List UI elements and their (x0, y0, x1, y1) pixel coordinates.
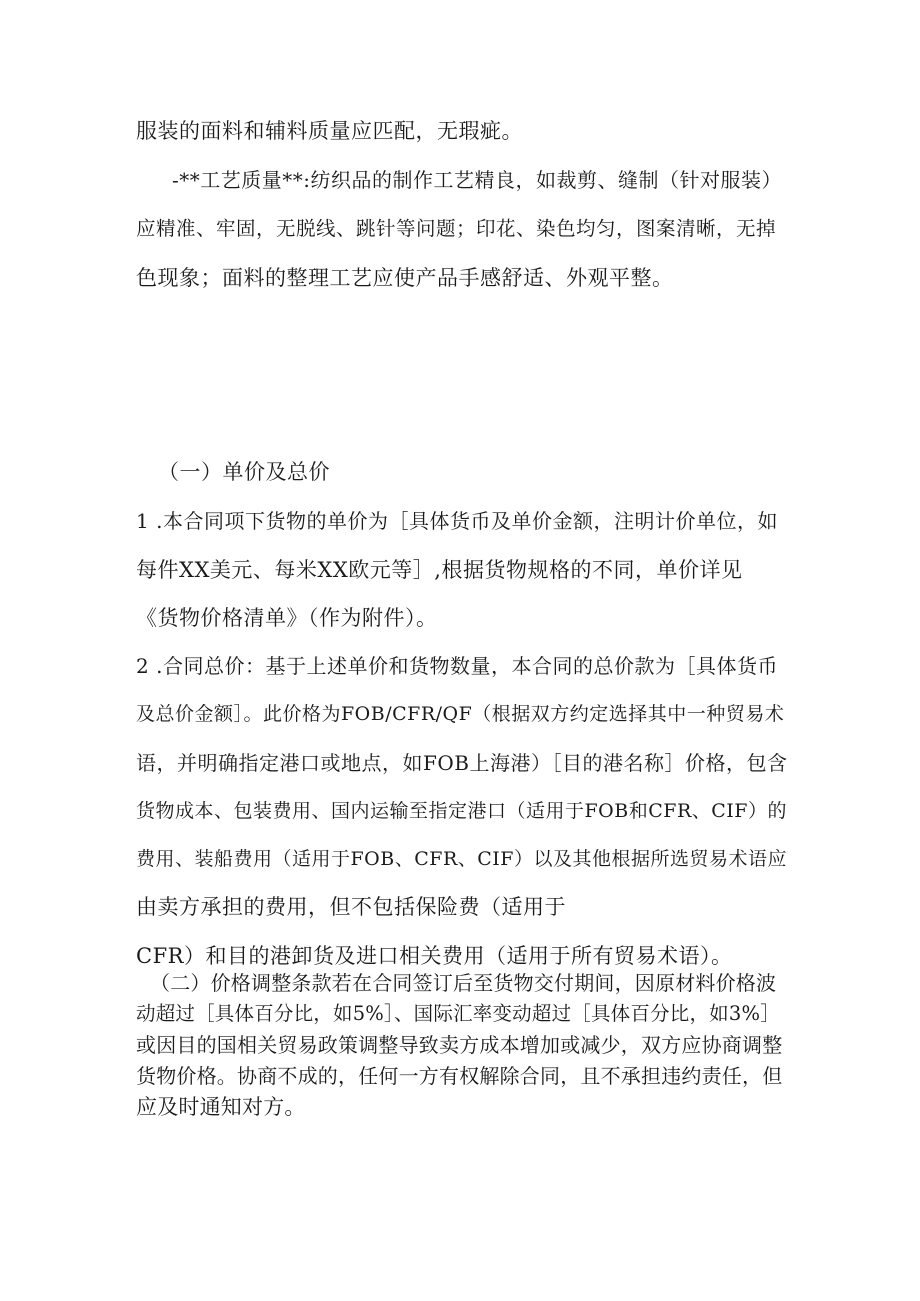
quality-line-2: -**工艺质量**:纺织品的制作工艺精良，如裁剪、缝制（针对服装） (172, 168, 782, 192)
item1-line-3: 《货物价格清单》（作为附件）。 (136, 606, 438, 630)
quality-line-3: 应精准、牢固，无脱线、跳针等问题；印花、染色均匀，图案清晰，无掉 (136, 217, 777, 240)
item2-line-6: 由卖方承担的费用，但不包括保险费（适用于 (136, 895, 566, 919)
item2-line-3: 语，并明确指定港口或地点，如FOB上海港）［目的港名称］价格，包含 (136, 751, 788, 775)
item2-line-1: 2 .合同总价：基于上述单价和货物数量，本合同的总价款为［具体货币 (136, 654, 778, 678)
item2-line-5: 费用、装船费用（适用于FOB、CFR、CIF）以及其他根据所选贸易术语应 (136, 848, 787, 870)
price-heading: （一）单价及总价 (158, 460, 330, 484)
quality-line-4: 色现象；面料的整理工艺应使产品手感舒适、外观平整。 (136, 266, 674, 290)
item2-line-4: 货物成本、包装费用、国内运输至指定港口（适用于FOB和CFR、CIF）的 (136, 800, 787, 822)
item2-line-2: 及总价金额］。此价格为FOB/CFR/QF（根据双方约定选择其中一种贸易术 (136, 703, 785, 725)
item1-line-1: 1 .本合同项下货物的单价为［具体货币及单价金额，注明计价单位，如 (136, 509, 778, 533)
adjust-line-2: 动超过［具体百分比，如5%］、国际汇率变动超过［具体百分比，如3%］ (136, 1002, 780, 1025)
adjust-line-4: 货物价格。协商不成的，任何一方有权解除合同，且不承担违约责任，但 (136, 1064, 783, 1088)
adjust-line-1: （二）价格调整条款若在合同签订后至货物交付期间，因原材料价格波 (150, 971, 777, 995)
item2-line-7: CFR）和目的港卸货及进口相关费用（适用于所有贸易术语）。 (136, 944, 733, 968)
adjust-line-3: 或因目的国相关贸易政策调整导致卖方成本增加或减少，双方应协商调整 (136, 1033, 783, 1057)
adjust-line-5: 应及时通知对方。 (136, 1095, 306, 1119)
item1-line-2: 每件XX美元、每米XX欧元等］,根据货物规格的不同，单价详见 (136, 558, 743, 582)
quality-line-1: 服装的面料和辅料质量应匹配，无瑕疵。 (136, 119, 523, 143)
